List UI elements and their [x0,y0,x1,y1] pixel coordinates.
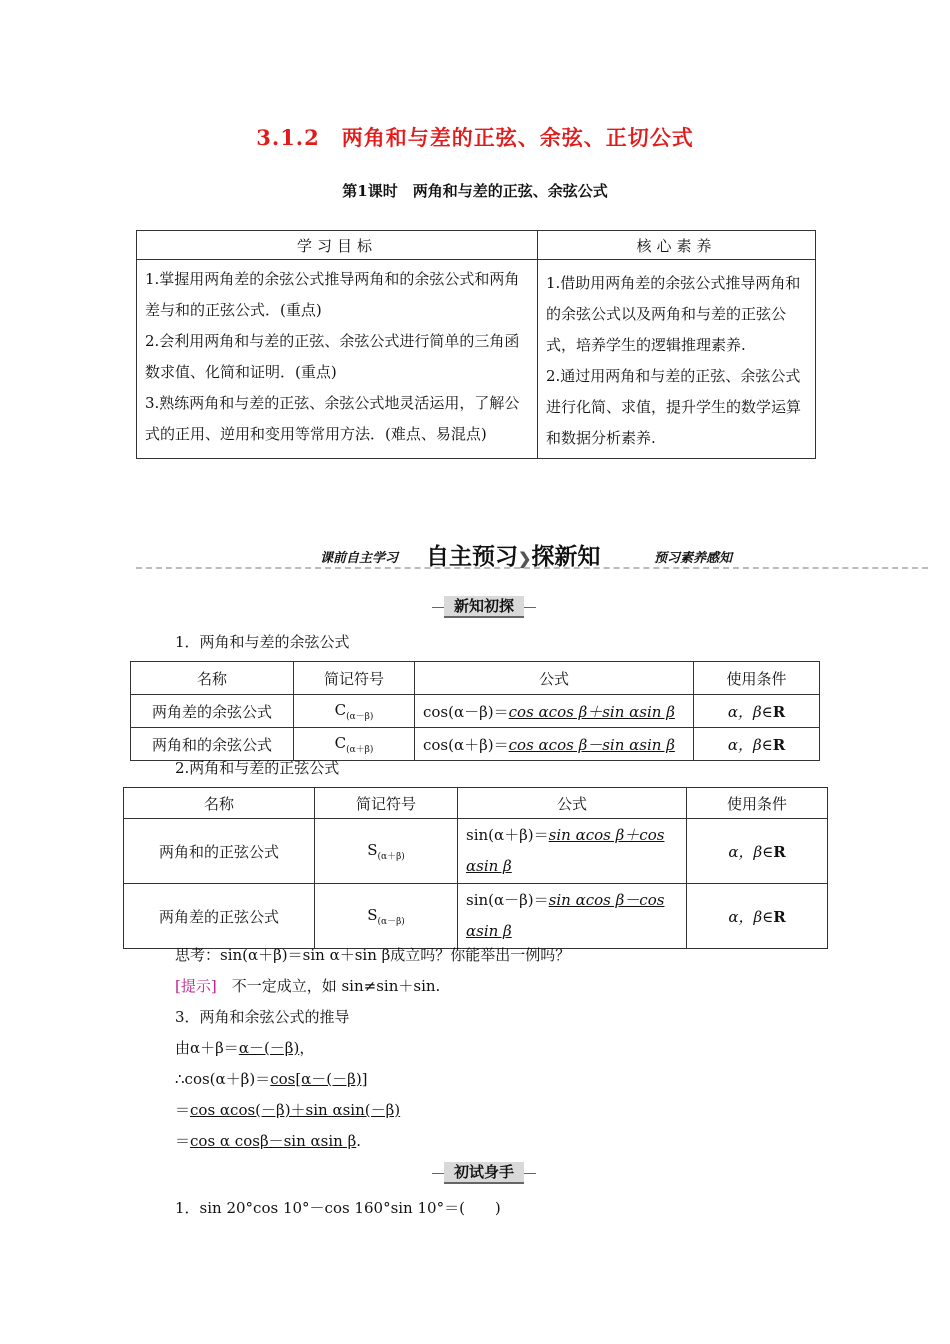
table-row [131,695,820,728]
section-tag-label: 新知初探 [444,596,524,618]
col-header: 公式 [415,662,694,695]
condition [694,695,820,728]
derivation-line [175,1099,400,1120]
formula-symbol [315,819,458,884]
formula-lhs: cos(α＋β)＝ [423,735,509,754]
section-tag-label: 初试身手 [444,1162,524,1184]
lesson-subtitle: 第1课时 两角和与差的正弦、余弦公式 [342,182,608,200]
literacy-item: 2.通过用两角和与差的正弦、余弦公式进行化简、求值，提升学生的数学运算和数据分析素养. [546,367,802,447]
formula-symbol [294,728,415,761]
goals-table [136,230,816,459]
formula-name: 两角和的余弦公式 [131,728,294,761]
formula [458,819,687,884]
col-header: 名称 [124,788,315,819]
condition-text: α，β∈ [727,735,773,754]
banner-right-text: 预习素养感知 [654,551,733,566]
hint-label: [提示] [175,977,217,995]
formula [415,695,694,728]
derivation-blank: cos α cosβ－sin αsin β [190,1132,357,1150]
goal-item: 2.会利用两角和与差的正弦、余弦公式进行简单的三角函数求值、化简和证明．(重点) [145,332,520,381]
table-row [124,884,828,949]
tag-divider [432,1173,444,1174]
formula-name: 两角差的余弦公式 [131,695,294,728]
symbol-letter: C [334,733,347,752]
derivation-text: ∴cos(α＋β)＝ [175,1070,271,1088]
banner-divider [136,567,928,574]
section-tag-first-try [432,1162,536,1184]
formula-symbol [315,884,458,949]
goals-header-left: 学习目标 [137,231,538,260]
condition [687,819,828,884]
formula-lhs: cos(α－β)＝ [423,702,509,721]
derivation-text: 由α＋β＝ [175,1039,239,1057]
derivation-line [175,1130,361,1151]
section-heading: 3．两角和余弦公式的推导 [175,1008,350,1026]
literacy-item: 1.借助用两角差的余弦公式推导两角和的余弦公式以及两角和与差的正弦公式，培养学生的逻辑推理素养. [546,274,801,354]
hint-line [175,975,440,996]
section-heading: 1．两角和与差的余弦公式 [175,633,350,651]
banner-left-text: 课前自主学习 [320,551,399,566]
derivation-text: ＝ [175,1132,191,1150]
condition [687,884,828,949]
formula-symbol [294,695,415,728]
section-heading: 2.两角和与差的正弦公式 [175,759,340,777]
derivation-text: . [356,1132,362,1150]
col-header: 简记符号 [315,788,458,819]
formula-rhs-cont: αsin β [466,922,512,940]
col-header: 公式 [458,788,687,819]
table-row [131,728,820,761]
section-tag-new-knowledge [432,596,536,618]
derivation-blank: cos αcos(－β)＋sin αsin(－β) [190,1101,401,1119]
formula-lhs: sin(α＋β)＝ [466,826,549,844]
formula-rhs: sin αcos β－cos [548,891,665,909]
formula-rhs: cos αcos β－sin αsin β [508,735,675,754]
tag-divider [524,607,536,608]
formula-name: 两角和的正弦公式 [124,819,315,884]
formula-lhs: sin(α－β)＝ [466,891,549,909]
banner-main-text: 自主预习 [426,543,518,570]
goals-left-cell [137,260,538,459]
sine-formula-table [123,787,828,949]
hint-text: 不一定成立，如 sin≠sin＋sin. [216,977,441,995]
chevron-right-icon: ❯ [518,549,532,568]
derivation-line [175,1068,368,1089]
exercise-question: 1．sin 20°cos 10°－cos 160°sin 10°＝( ) [175,1199,501,1217]
condition-text: α，β∈ [728,842,774,861]
symbol-letter: S [367,905,378,924]
condition-set: R [772,735,786,754]
col-header: 使用条件 [687,788,828,819]
goals-header-right: 核心素养 [538,231,816,260]
formula [415,728,694,761]
condition-set: R [773,907,786,926]
banner-main-text-2: 探新知 [531,543,601,570]
cosine-formula-table [130,661,820,761]
symbol-subscript: (α＋β) [346,744,374,755]
formula [458,884,687,949]
condition-text: α，β∈ [728,907,774,926]
goals-right-cell [538,260,816,459]
goal-item: 1.掌握用两角差的余弦公式推导两角和的余弦公式和两角差与和的正弦公式．(重点) [145,270,520,319]
condition-set: R [772,702,786,721]
derivation-text: ， [299,1039,315,1057]
col-header: 名称 [131,662,294,695]
page-title: 3.1.2 两角和与差的正弦、余弦、正切公式 [256,125,694,150]
symbol-subscript: (α－β) [346,711,374,722]
symbol-letter: C [334,700,347,719]
formula-rhs: sin αcos β＋cos [548,826,665,844]
condition-text: α，β∈ [727,702,773,721]
derivation-blank: α－(－β) [238,1039,300,1057]
derivation-blank: cos[α－(－β)] [270,1070,368,1088]
table-row [124,819,828,884]
formula-name: 两角差的正弦公式 [124,884,315,949]
symbol-subscript: (α－β) [377,916,405,927]
symbol-subscript: (α＋β) [377,851,405,862]
derivation-text: ＝ [175,1101,191,1119]
derivation-line [175,1037,314,1058]
tag-divider [524,1173,536,1174]
symbol-letter: S [367,840,378,859]
condition [694,728,820,761]
col-header: 使用条件 [694,662,820,695]
tag-divider [432,607,444,608]
formula-rhs: cos αcos β＋sin αsin β [508,702,675,721]
think-question: 思考：sin(α＋β)＝sin α＋sin β成立吗？你能举出一例吗？ [175,946,571,964]
col-header: 简记符号 [294,662,415,695]
formula-rhs-cont: αsin β [466,857,512,875]
goal-item: 3.熟练两角和与差的正弦、余弦公式地灵活运用，了解公式的正用、逆用和变用等常用方法．(难点、易混点) [145,394,520,443]
condition-set: R [773,842,786,861]
